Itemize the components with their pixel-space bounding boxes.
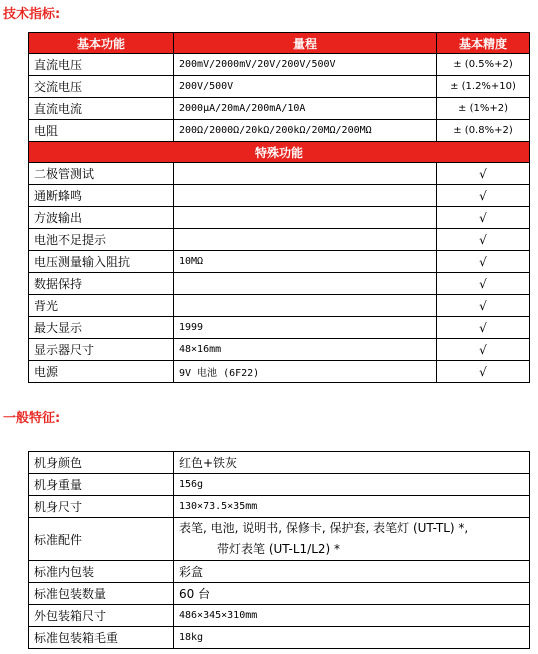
- label-cell: 标准包装箱毛重: [29, 627, 174, 649]
- label-cell: 标准包装数量: [29, 583, 174, 605]
- range-cell: 200V/500V: [174, 76, 437, 98]
- check-mark: √: [437, 317, 530, 339]
- function-cell: 电压测量输入阻抗: [29, 251, 174, 273]
- range-cell: [174, 163, 437, 185]
- check-mark: √: [437, 339, 530, 361]
- function-cell: 最大显示: [29, 317, 174, 339]
- general-features-title: 一般特征:: [3, 411, 61, 426]
- range-cell: [174, 273, 437, 295]
- label-cell: 机身尺寸: [29, 496, 174, 518]
- label-cell: 机身重量: [29, 474, 174, 496]
- function-cell: 电池不足提示: [29, 229, 174, 251]
- function-cell: 数据保持: [29, 273, 174, 295]
- value-cell: 60 台: [174, 583, 530, 605]
- range-cell: [174, 229, 437, 251]
- table-row: [29, 518, 530, 561]
- check-mark: √: [437, 229, 530, 251]
- table-row: [29, 583, 530, 605]
- table-row: [29, 339, 530, 361]
- function-cell: 电阻: [29, 120, 174, 142]
- table-row: [29, 474, 530, 496]
- function-cell: 显示器尺寸: [29, 339, 174, 361]
- range-cell: 200Ω/2000Ω/20kΩ/200kΩ/20MΩ/200MΩ: [174, 120, 437, 142]
- range-cell: 1999: [174, 317, 437, 339]
- header-accuracy: 基本精度: [437, 33, 530, 54]
- function-cell: 背光: [29, 295, 174, 317]
- range-cell: [174, 207, 437, 229]
- label-cell: 外包装箱尺寸: [29, 605, 174, 627]
- header-basic-function: 基本功能: [29, 33, 174, 54]
- check-mark: √: [437, 361, 530, 383]
- table-row: [29, 185, 530, 207]
- check-mark: √: [437, 163, 530, 185]
- range-cell: 10MΩ: [174, 251, 437, 273]
- table-row: [29, 98, 530, 120]
- table-row: [29, 76, 530, 98]
- accuracy-cell: ± (0.8%+2): [437, 120, 530, 142]
- table-row: [29, 561, 530, 583]
- function-cell: 电源: [29, 361, 174, 383]
- table-row: [29, 317, 530, 339]
- function-cell: 直流电流: [29, 98, 174, 120]
- check-mark: √: [437, 251, 530, 273]
- value-cell: 156g: [174, 474, 530, 496]
- range-cell: [174, 185, 437, 207]
- label-cell: 标准配件: [29, 518, 174, 561]
- range-cell: [174, 295, 437, 317]
- special-header-row: [29, 142, 530, 163]
- table-row: [29, 361, 530, 383]
- table-row: [29, 452, 530, 474]
- value-cell: 18kg: [174, 627, 530, 649]
- function-cell: 交流电压: [29, 76, 174, 98]
- range-cell: 2000µA/20mA/200mA/10A: [174, 98, 437, 120]
- label-cell: 标准内包装: [29, 561, 174, 583]
- table-row: [29, 229, 530, 251]
- table-row: [29, 496, 530, 518]
- value-cell: 486×345×310mm: [174, 605, 530, 627]
- function-cell: 直流电压: [29, 54, 174, 76]
- table-row: [29, 251, 530, 273]
- accuracy-cell: ± (1.2%+10): [437, 76, 530, 98]
- header-range: 量程: [174, 33, 437, 54]
- range-cell: 200mV/2000mV/20V/200V/500V: [174, 54, 437, 76]
- table-row: [29, 295, 530, 317]
- value-cell: 红色+铁灰: [174, 452, 530, 474]
- accessories-line-2: 带灯表笔 (UT-L1/L2) *: [217, 542, 341, 556]
- table-row: [29, 163, 530, 185]
- table-row: [29, 207, 530, 229]
- tech-specs-title: 技术指标:: [3, 7, 61, 22]
- range-cell: 48×16mm: [174, 339, 437, 361]
- table-row: [29, 273, 530, 295]
- table-row: [29, 54, 530, 76]
- accuracy-cell: ± (1%+2): [437, 98, 530, 120]
- check-mark: √: [437, 185, 530, 207]
- table-row: [29, 627, 530, 649]
- value-cell: 彩盒: [174, 561, 530, 583]
- value-cell: [174, 518, 530, 561]
- function-cell: 方波输出: [29, 207, 174, 229]
- special-functions-header: 特殊功能: [29, 142, 530, 163]
- table-row: [29, 120, 530, 142]
- general-table: [28, 451, 530, 649]
- check-mark: √: [437, 207, 530, 229]
- function-cell: 通断蜂鸣: [29, 185, 174, 207]
- value-cell: 130×73.5×35mm: [174, 496, 530, 518]
- spec-header-row: [29, 33, 530, 54]
- check-mark: √: [437, 273, 530, 295]
- table-row: [29, 605, 530, 627]
- check-mark: √: [437, 295, 530, 317]
- label-cell: 机身颜色: [29, 452, 174, 474]
- range-cell: 9V 电池 (6F22): [174, 361, 437, 383]
- spec-table: [28, 32, 530, 383]
- accessories-line-1: 表笔, 电池, 说明书, 保修卡, 保护套, 表笔灯 (UT-TL) *,: [179, 521, 469, 535]
- accuracy-cell: ± (0.5%+2): [437, 54, 530, 76]
- function-cell: 二极管测试: [29, 163, 174, 185]
